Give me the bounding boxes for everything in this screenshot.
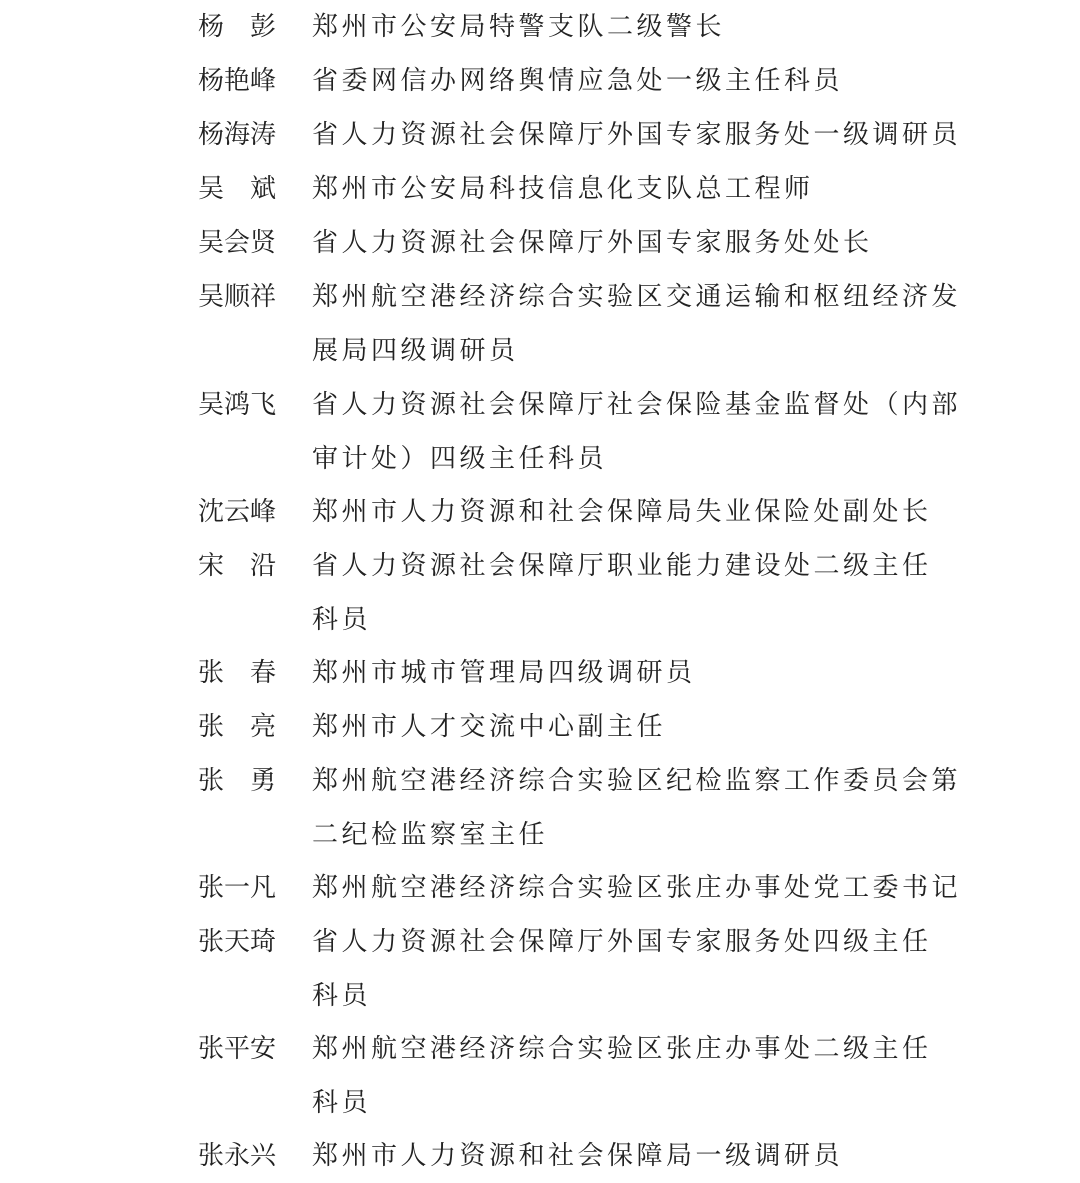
position-title: 郑州市人力资源和社会保障局失业保险处副处长 xyxy=(312,497,932,527)
person-name: 张 勇 xyxy=(198,766,277,796)
position-title: 郑州市人才交流中心副主任 xyxy=(312,712,667,742)
position-title: 省委网信办网络舆情应急处一级主任科员 xyxy=(312,66,844,96)
position-title: 郑州市人力资源和社会保障局一级调研员 xyxy=(312,1141,844,1171)
person-name: 宋 沿 xyxy=(198,551,277,581)
position-title: 郑州航空港经济综合实验区张庄办事处党工委书记 xyxy=(312,873,962,903)
person-name: 张平安 xyxy=(198,1034,277,1064)
position-title-continuation: 展局四级调研员 xyxy=(312,336,519,366)
position-title: 省人力资源社会保障厅外国专家服务处四级主任 xyxy=(312,927,932,957)
position-title: 省人力资源社会保障厅社会保险基金监督处（内部 xyxy=(312,390,962,420)
person-name: 吴顺祥 xyxy=(198,282,277,312)
position-title: 省人力资源社会保障厅外国专家服务处处长 xyxy=(312,228,873,258)
position-title-continuation: 科员 xyxy=(312,981,372,1011)
position-title: 郑州航空港经济综合实验区张庄办事处二级主任 xyxy=(312,1034,932,1064)
position-title: 郑州市公安局科技信息化支队总工程师 xyxy=(312,174,814,204)
person-name: 张天琦 xyxy=(198,927,277,957)
position-title-continuation: 审计处）四级主任科员 xyxy=(312,444,608,474)
position-title: 郑州航空港经济综合实验区交通运输和枢纽经济发 xyxy=(312,282,962,312)
position-title: 郑州市城市管理局四级调研员 xyxy=(312,658,696,688)
person-name: 沈云峰 xyxy=(198,497,277,527)
position-title-continuation: 科员 xyxy=(312,605,372,635)
position-title: 郑州航空港经济综合实验区纪检监察工作委员会第 xyxy=(312,766,962,796)
person-name: 吴 斌 xyxy=(198,174,277,204)
person-name: 张 亮 xyxy=(198,712,277,742)
person-name: 张永兴 xyxy=(198,1141,277,1171)
person-name: 吴会贤 xyxy=(198,228,277,258)
position-title: 省人力资源社会保障厅职业能力建设处二级主任 xyxy=(312,551,932,581)
person-name: 杨海涛 xyxy=(198,120,277,150)
person-name: 吴鸿飞 xyxy=(198,390,277,420)
position-title-continuation: 科员 xyxy=(312,1088,372,1118)
person-name: 杨 彭 xyxy=(198,12,277,42)
position-title: 省人力资源社会保障厅外国专家服务处一级调研员 xyxy=(312,120,962,150)
person-name: 张一凡 xyxy=(198,873,277,903)
person-name: 张 春 xyxy=(198,658,277,688)
position-title: 郑州市公安局特警支队二级警长 xyxy=(312,12,726,42)
position-title-continuation: 二纪检监察室主任 xyxy=(312,820,549,850)
person-name: 杨艳峰 xyxy=(198,66,277,96)
